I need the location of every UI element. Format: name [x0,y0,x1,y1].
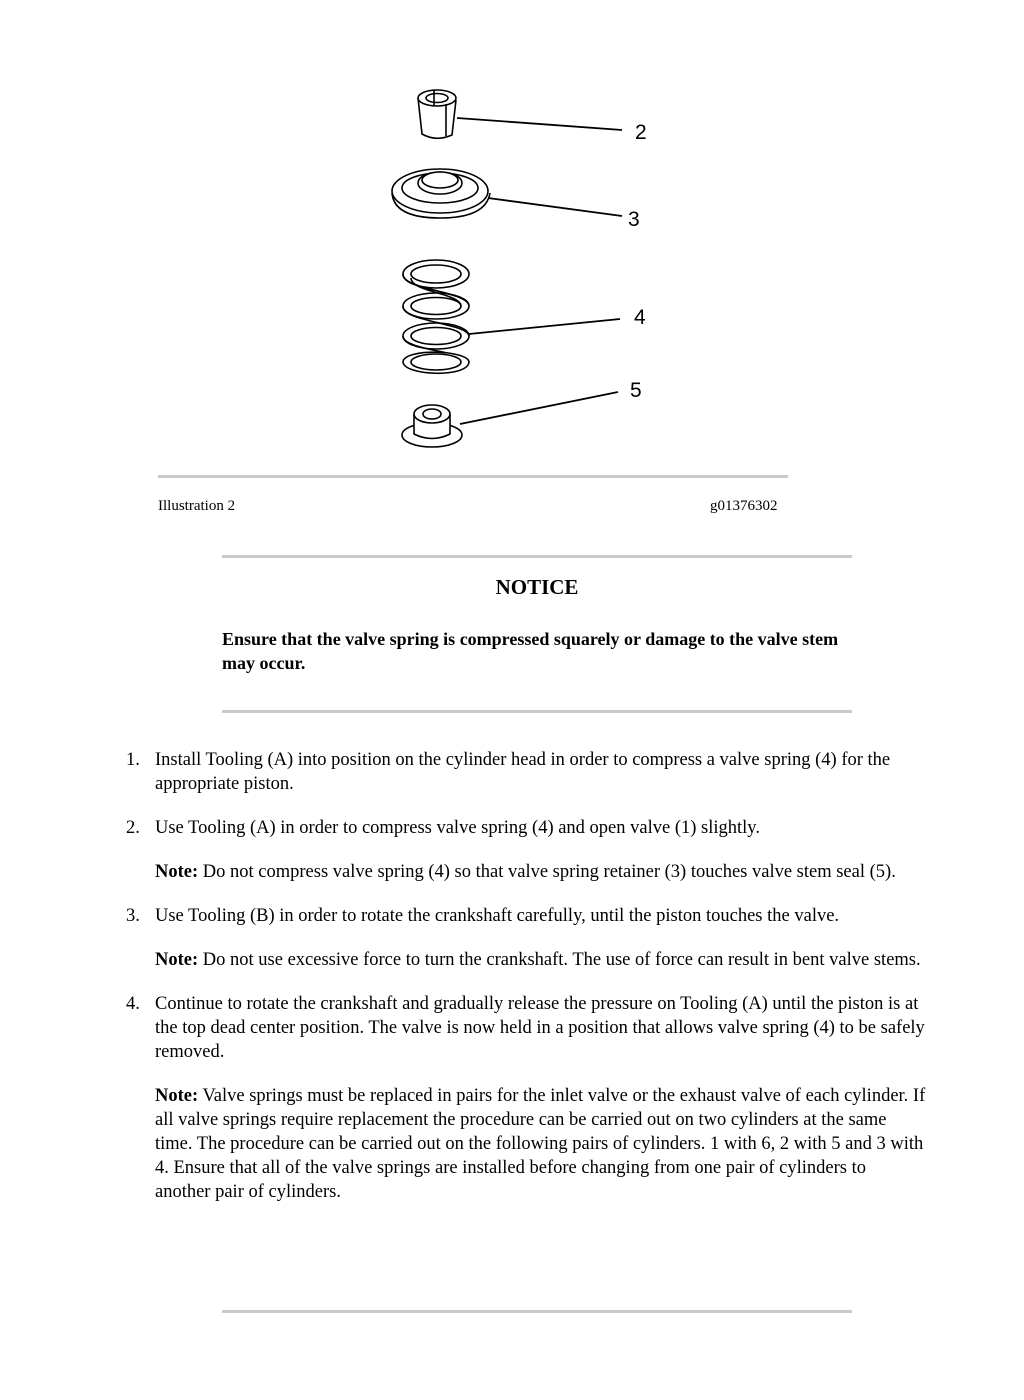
step-1 [126,748,926,796]
valve-assembly-illustration [380,78,680,463]
callout-3: 3 [628,208,640,231]
valve-spring-retainer-icon [392,169,490,218]
callout-2: 2 [635,121,647,144]
illustration-code: g01376302 [710,498,778,514]
step-note [155,1084,926,1204]
step-4 [126,992,926,1204]
valve-keeper-icon [418,90,456,138]
illustration-label: Illustration 2 [158,498,236,514]
notice-top-divider [222,555,852,558]
step-note [155,948,926,972]
procedure-steps [126,748,926,1204]
step-text: Use Tooling (B) in order to rotate the crankshaft carefully, until the piston touches the valve. [155,906,840,926]
valve-stem-seal-icon [402,405,462,447]
callout-5: 5 [630,379,642,402]
step-3 [126,904,926,972]
note-label: Note: [155,1086,199,1106]
step-number: 4. [126,994,140,1014]
valve-spring-icon [403,260,469,373]
note-text: Valve springs must be replaced in pairs for the inlet valve or the exhaust valve of each cylinder. If all valve springs require replacement the procedure can be carried out on two cylinders at the same time. The procedure can be carried out on the following pairs of cylinders. 1 with 6, 2 with 5 and 3 with 4. Ensure that all of the valve springs are installed before changing from one pair of cylinders to another pair of cylinders. [155,1086,926,1202]
notice-bottom-divider [222,710,852,713]
section-end-divider [222,1310,852,1313]
step-text: Continue to rotate the crankshaft and gradually release the pressure on Tooling (A) until the piston is at the top dead center position. The valve is now held in a position that allows valve spring (4) to be safely removed. [155,994,925,1062]
leader-line-4 [469,319,620,334]
illustration-divider [158,475,788,478]
notice-title: NOTICE [495,575,579,599]
note-label: Note: [155,950,199,970]
leader-line-5 [460,392,618,424]
callout-4: 4 [634,306,646,329]
note-text: Do not use excessive force to turn the crankshaft. The use of force can result in bent valve stems. [202,950,921,970]
leader-line-2 [457,118,622,130]
step-number: 2. [126,818,140,838]
step-text: Use Tooling (A) in order to compress valve spring (4) and open valve (1) slightly. [155,818,760,838]
note-text: Do not compress valve spring (4) so that valve spring retainer (3) touches valve stem seal (5). [202,862,896,882]
step-number: 3. [126,906,140,926]
step-number: 1. [126,750,140,770]
note-label: Note: [155,862,199,882]
notice-text: Ensure that the valve spring is compressed squarely or damage to the valve stem may occur. [222,629,839,673]
step-note [155,860,926,884]
step-2 [126,816,926,884]
exploded-view-drawing [380,78,680,463]
leader-line-3 [488,198,622,216]
step-text: Install Tooling (A) into position on the cylinder head in order to compress a valve spring (4) for the appropriate piston. [155,750,891,794]
